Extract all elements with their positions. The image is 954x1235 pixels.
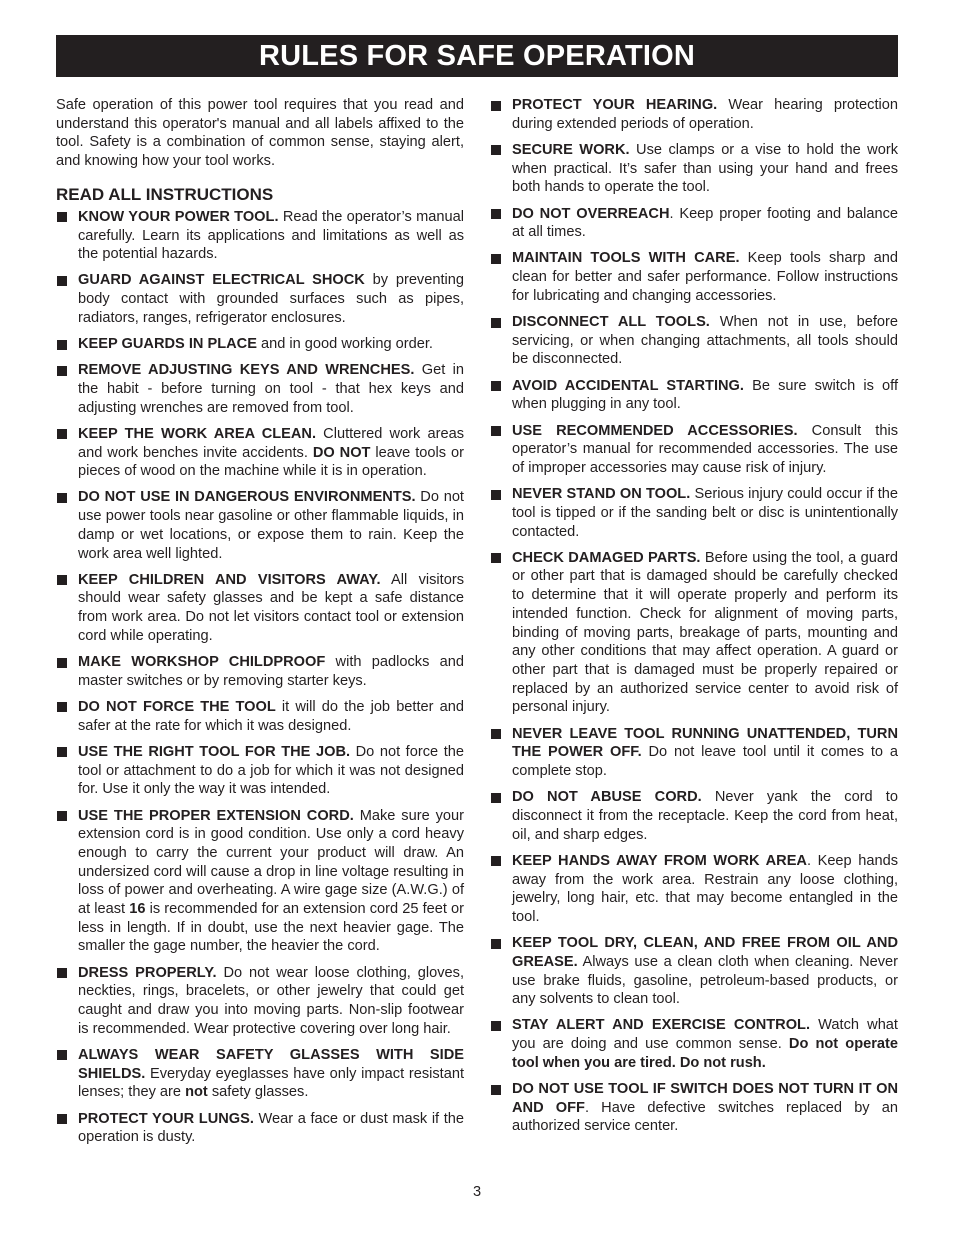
safety-rule (490, 96, 898, 133)
safety-rule (490, 1080, 898, 1136)
safety-rule (490, 725, 898, 781)
safety-rule (56, 743, 464, 799)
safety-rule (56, 335, 464, 354)
square-bullet-icon (57, 702, 67, 712)
rule-text: Use clamps or a vise to hold the work when practical. It’s safer than using your hand and frees both hands to operate the tool. (512, 141, 898, 196)
safety-rule (56, 698, 464, 735)
square-bullet-icon (491, 209, 501, 219)
rule-text: Wear a face or dust mask if the operation is dusty. (78, 1110, 464, 1146)
rule-heading: KEEP THE WORK AREA CLEAN. (78, 425, 317, 442)
rule-text: it will do the job better and safer at the rate for which it was designed. (78, 698, 465, 734)
safety-rule (56, 571, 464, 646)
right-rules-list (490, 96, 898, 1136)
rule-text: Cluttered work areas and work benches invite accidents. (78, 425, 464, 461)
rule-heading: DO NOT USE IN DANGEROUS ENVIRONMENTS. (78, 489, 416, 506)
safety-rule (490, 485, 898, 541)
square-bullet-icon (57, 212, 67, 222)
rule-text: safety glasses. (207, 1084, 309, 1101)
rule-heading: MAKE WORKSHOP CHILDPROOF (78, 654, 326, 671)
rule-text: All visitors should wear safety glasses and be kept a safe distance from work area. Do not let visitors contact tool or extension cord while operating. (78, 571, 464, 644)
square-bullet-icon (57, 1050, 67, 1060)
rule-heading: PROTECT YOUR LUNGS. (78, 1110, 254, 1127)
safety-rule (56, 1110, 464, 1147)
square-bullet-icon (57, 968, 67, 978)
rule-heading: KNOW YOUR POWER TOOL. (78, 208, 279, 225)
rule-text: When not in use, before servicing, or when changing attachments, all tools should be disconnected. (512, 314, 898, 368)
safety-rule (56, 807, 464, 957)
rule-heading: NEVER LEAVE TOOL RUNNING UNATTENDED, TURN THE POWER OFF. (512, 725, 898, 761)
rule-text: Consult this operator’s manual for recommended accessories. The use of improper accessories may cause risk of injury. (512, 422, 898, 476)
rule-text: Do not leave tool until it comes to a complete stop. (512, 744, 898, 779)
rule-heading: DISCONNECT ALL TOOLS. (512, 314, 710, 331)
square-bullet-icon (57, 575, 67, 585)
rule-text: Get in the habit - before turning on tool - that hex keys and adjusting wrenches are removed from tool. (78, 362, 464, 416)
square-bullet-icon (491, 939, 501, 949)
square-bullet-icon (57, 340, 67, 350)
square-bullet-icon (491, 729, 501, 739)
square-bullet-icon (491, 856, 501, 866)
safety-rule (490, 141, 898, 197)
rule-heading: REMOVE ADJUSTING KEYS AND WRENCHES. (78, 362, 415, 379)
left-column (56, 96, 464, 1154)
square-bullet-icon (491, 254, 501, 264)
rule-text: Always use a clean cloth when cleaning. Never use brake fluids, gasoline, petroleum-based products, or any solvents to clean tool. (512, 953, 898, 1008)
page-title: RULES FOR SAFE OPERATION (56, 35, 898, 77)
rule-heading: KEEP GUARDS IN PLACE (78, 336, 257, 353)
rule-text: . Keep hands away from the work area. Restrain any loose clothing, jewelry, long hair, etc. that may become entangled in the tool. (512, 852, 898, 925)
rule-text: Do not force the tool or attachment to do a job for which it was not designed for. Use it only the way it was intended. (78, 743, 464, 798)
square-bullet-icon (491, 1021, 501, 1031)
page-number: 3 (472, 1184, 482, 1200)
rule-heading: NEVER STAND ON TOOL. (512, 486, 691, 503)
rule-text: . Have defective switches replaced by an authorized service center. (512, 1099, 898, 1135)
rule-text: Everyday eyeglasses have only impact resistant lenses; they are (78, 1065, 464, 1101)
square-bullet-icon (57, 366, 67, 376)
rule-text: Never yank the cord to disconnect it from the receptacle. Keep the cord from heat, oil, and sharp edges. (512, 789, 898, 843)
square-bullet-icon (491, 101, 501, 111)
rule-text: Be sure switch is off when plugging in any tool. (512, 377, 899, 413)
rule-text: by preventing body contact with grounded surfaces such as pipes, radiators, ranges, refrigerator enclosures. (78, 272, 464, 326)
rule-heading: STAY ALERT AND EXERCISE CONTROL. (512, 1017, 811, 1034)
rule-heading: USE THE PROPER EXTENSION CORD. (78, 807, 354, 824)
rule-heading: GUARD AGAINST ELECTRICAL SHOCK (78, 272, 365, 289)
rule-text: Keep tools sharp and clean for better and safer performance. Follow instructions for lubricating and changing accessories. (512, 250, 899, 304)
section-heading: READ ALL INSTRUCTIONS (56, 184, 274, 204)
rule-text: Watch what you are doing and use common sense. (512, 1017, 898, 1053)
rule-heading: DO NOT FORCE THE TOOL (78, 698, 276, 715)
rule-emphasis: DO NOT (312, 444, 371, 461)
rule-heading: DO NOT OVERREACH (512, 205, 670, 222)
rule-text: Wear hearing protection during extended periods of operation. (512, 97, 898, 132)
rule-text: with padlocks and master switches or by removing starter keys. (78, 654, 464, 689)
square-bullet-icon (491, 553, 501, 563)
rule-heading: DO NOT ABUSE CORD. (512, 789, 702, 806)
safety-rule (490, 313, 898, 369)
safety-rule (490, 422, 898, 478)
rule-heading: PROTECT YOUR HEARING. (512, 97, 718, 113)
safety-rule (56, 425, 464, 481)
square-bullet-icon (57, 276, 67, 286)
safety-rule (490, 1016, 898, 1072)
square-bullet-icon (57, 811, 67, 821)
rule-heading: ALWAYS WEAR SAFETY GLASSES WITH SIDE SHIELDS. (78, 1046, 464, 1082)
rule-text: leave tools or pieces of wood on the machine while it is in operation. (78, 444, 464, 480)
square-bullet-icon (57, 658, 67, 668)
safety-rule (490, 377, 898, 414)
square-bullet-icon (57, 1114, 67, 1124)
square-bullet-icon (491, 145, 501, 155)
safety-rule (490, 549, 898, 717)
rule-text: Do not wear loose clothing, gloves, neckties, rings, bracelets, or other jewelry that could get caught and draw you into moving parts. Non-slip footwear is recommended. Wear protective covering over long hair. (78, 964, 464, 1037)
square-bullet-icon (57, 429, 67, 439)
square-bullet-icon (491, 318, 501, 328)
square-bullet-icon (57, 493, 67, 503)
rule-heading: SECURE WORK. (512, 141, 630, 158)
safety-rule (490, 249, 898, 305)
rule-text: Serious injury could occur if the tool is tipped or if the sanding belt or disc is unintentionally contacted. (512, 486, 898, 540)
rule-text: . Keep proper footing and balance at all times. (512, 205, 898, 241)
safety-rule (56, 271, 464, 327)
left-rules-list (56, 208, 464, 1147)
rule-heading: DO NOT USE TOOL IF SWITCH DOES NOT TURN IT ON AND OFF (512, 1081, 898, 1116)
rule-text: Read the operator’s manual carefully. Learn its applications and limitations as well as the potential hazards. (78, 208, 464, 263)
rule-heading: MAINTAIN TOOLS WITH CARE. (512, 250, 740, 267)
rule-text: is recommended for an extension cord 25 feet or less in length. If in doubt, use the next heavier gage. The smaller the gage number, the heavier the cord. (78, 901, 464, 955)
rule-heading: USE RECOMMENDED ACCESSORIES. (512, 422, 798, 439)
rule-heading: KEEP CHILDREN AND VISITORS AWAY. (78, 571, 381, 588)
safety-rule (490, 852, 898, 927)
square-bullet-icon (491, 490, 501, 500)
safety-rule (56, 653, 464, 690)
square-bullet-icon (491, 1085, 501, 1095)
rule-text: and in good working order. (256, 336, 433, 353)
safety-rule (56, 964, 464, 1039)
rule-text: Make sure your extension cord is in good condition. Use only a cord heavy enough to carry the current your product will draw. An undersized cord will cause a drop in line voltage resulting in loss of power and overheating. A wire gage size (A.W.G.) of at least (78, 807, 464, 918)
safety-rule (490, 934, 898, 1009)
safety-rule (490, 788, 898, 844)
safety-rule (56, 361, 464, 417)
rule-emphasis: Do not operate tool when you are tired. Do not rush. (512, 1036, 898, 1071)
square-bullet-icon (491, 426, 501, 436)
safety-rule (56, 488, 464, 563)
square-bullet-icon (57, 747, 67, 757)
rule-emphasis: not (185, 1084, 208, 1101)
right-column (490, 96, 898, 1144)
rule-text: Do not use power tools near gasoline or other flammable liquids, in damp or wet locations, or expose them to rain. Keep the work area well lighted. (78, 489, 464, 562)
rule-heading: KEEP HANDS AWAY FROM WORK AREA (512, 852, 807, 869)
rule-heading: CHECK DAMAGED PARTS. (512, 549, 701, 566)
safety-rule (56, 1046, 464, 1102)
intro-paragraph: Safe operation of this power tool requires that you read and understand this operator's manual and all labels affixed to the tool. Safety is a combination of common sense, staying alert, and knowing how your tool works. (56, 97, 464, 170)
square-bullet-icon (491, 381, 501, 391)
safety-rule (490, 205, 898, 242)
rule-heading: DRESS PROPERLY. (78, 964, 217, 981)
rule-emphasis: 16 (129, 901, 146, 918)
rule-heading: USE THE RIGHT TOOL FOR THE JOB. (78, 743, 351, 760)
rule-text: Before using the tool, a guard or other part that is damaged should be carefully checked to determine that it will operate properly and perform its intended function. Check for alignment of moving parts, binding of moving parts, breakage of parts, mounting and any other conditions that may affect operation. A guard or other part that is damaged must be properly repaired or replaced by an authorized service center to avoid risk of personal injury. (512, 549, 898, 716)
safety-rule (56, 208, 464, 264)
square-bullet-icon (491, 793, 501, 803)
rule-heading: KEEP TOOL DRY, CLEAN, AND FREE FROM OIL AND GREASE. (512, 935, 898, 970)
rule-heading: AVOID ACCIDENTAL STARTING. (512, 377, 744, 394)
